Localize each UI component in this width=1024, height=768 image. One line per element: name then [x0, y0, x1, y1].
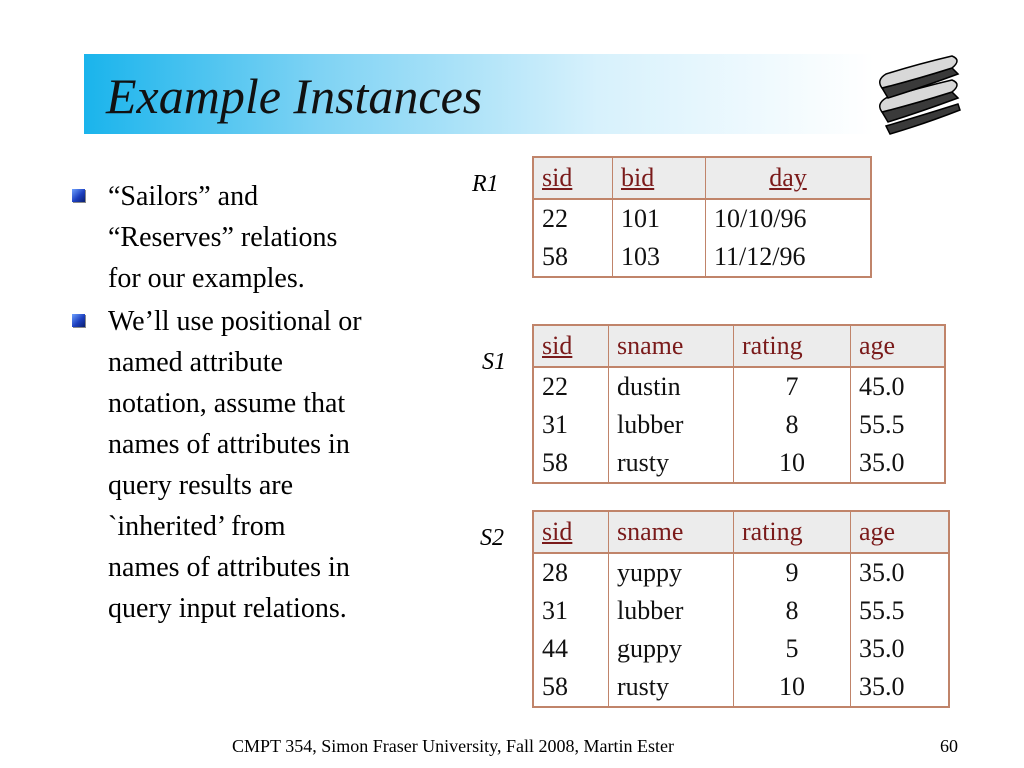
table-cell: guppy	[609, 630, 734, 668]
table-row	[533, 406, 945, 444]
table-header-row	[533, 325, 945, 367]
table-cell: 31	[533, 406, 609, 444]
table-cell: 31	[533, 592, 609, 630]
table-cell: 8	[734, 406, 851, 444]
column-header: age	[851, 325, 946, 367]
column-header: day	[706, 157, 872, 199]
table-cell: 9	[734, 553, 851, 592]
table-row	[533, 367, 945, 406]
table-cell: 22	[533, 199, 613, 238]
table-cell: 58	[533, 668, 609, 707]
relation-table-r1	[532, 156, 872, 278]
table-cell: 44	[533, 630, 609, 668]
column-header: sname	[609, 325, 734, 367]
bullet-item	[72, 301, 462, 629]
bullet-text-line: for our examples.	[108, 263, 305, 294]
footer-text: CMPT 354, Simon Fraser University, Fall 2008, Martin Ester	[232, 736, 674, 756]
table-cell: 35.0	[859, 634, 905, 663]
square-bullet-icon	[72, 189, 85, 202]
table-cell: 58	[533, 444, 609, 483]
bullet-text-line: notation, assume that	[108, 388, 346, 419]
table-cell: 55.5	[859, 410, 905, 439]
bullet-list	[72, 176, 462, 631]
bullet-text-line: names of attributes in	[108, 429, 350, 460]
table-header-row	[533, 511, 949, 553]
bullet-text-line: We’ll use positional or	[108, 306, 362, 337]
slide-title: Example Instances	[106, 68, 483, 124]
table-row	[533, 630, 949, 668]
table-row	[533, 553, 949, 592]
bullet-text-line: query input relations.	[108, 593, 347, 624]
table-cell: 22	[533, 367, 609, 406]
table-cell: 58	[533, 238, 613, 277]
relation-label-r1: R1	[472, 171, 499, 197]
bullet-text-line: query results are	[108, 470, 294, 501]
table-cell: rusty	[609, 668, 734, 707]
column-header: sid	[533, 157, 613, 199]
page-number: 60	[940, 736, 958, 756]
table-row	[533, 238, 871, 277]
relation-label-s1: S1	[482, 349, 506, 375]
relation-table-s2	[532, 510, 950, 708]
table-cell: 35.0	[859, 448, 905, 477]
table-cell: 10	[734, 444, 851, 483]
table-cell: dustin	[609, 367, 734, 406]
bullet-text-line: “Sailors” and	[108, 181, 259, 212]
table-cell: 8	[734, 592, 851, 630]
relation-label-s2: S2	[480, 525, 504, 551]
table-cell: 28	[533, 553, 609, 592]
relation-table-s1	[532, 324, 946, 484]
column-header: sid	[533, 511, 609, 553]
table-cell: 45.0	[859, 372, 905, 401]
table-header-row	[533, 157, 871, 199]
column-header: age	[851, 511, 950, 553]
table-row	[533, 444, 945, 483]
table-cell: 11/12/96	[714, 242, 806, 271]
table-row	[533, 668, 949, 707]
column-header: rating	[734, 325, 851, 367]
column-header: sname	[609, 511, 734, 553]
table-cell: lubber	[609, 406, 734, 444]
column-header: sid	[533, 325, 609, 367]
table-cell: 101	[613, 199, 706, 238]
square-bullet-icon	[72, 314, 85, 327]
bullet-text-line: names of attributes in	[108, 552, 350, 583]
table-cell: lubber	[609, 592, 734, 630]
table-cell: 5	[734, 630, 851, 668]
table-cell: 55.5	[859, 596, 905, 625]
table-cell: yuppy	[609, 553, 734, 592]
table-cell: 10	[734, 668, 851, 707]
table-cell: 35.0	[859, 672, 905, 701]
bullet-text-line: “Reserves” relations	[108, 222, 338, 253]
table-cell: 10/10/96	[714, 204, 807, 233]
table-cell: 35.0	[859, 558, 905, 587]
bullet-text-line: `inherited’ from	[108, 511, 286, 542]
table-row	[533, 592, 949, 630]
table-cell: rusty	[609, 444, 734, 483]
table-cell: 103	[613, 238, 706, 277]
column-header: bid	[613, 157, 706, 199]
table-cell: 7	[734, 367, 851, 406]
stacked-disks-icon	[874, 46, 964, 138]
bullet-text-line: named attribute	[108, 347, 283, 378]
table-row	[533, 199, 871, 238]
bullet-item	[72, 176, 462, 299]
column-header: rating	[734, 511, 851, 553]
